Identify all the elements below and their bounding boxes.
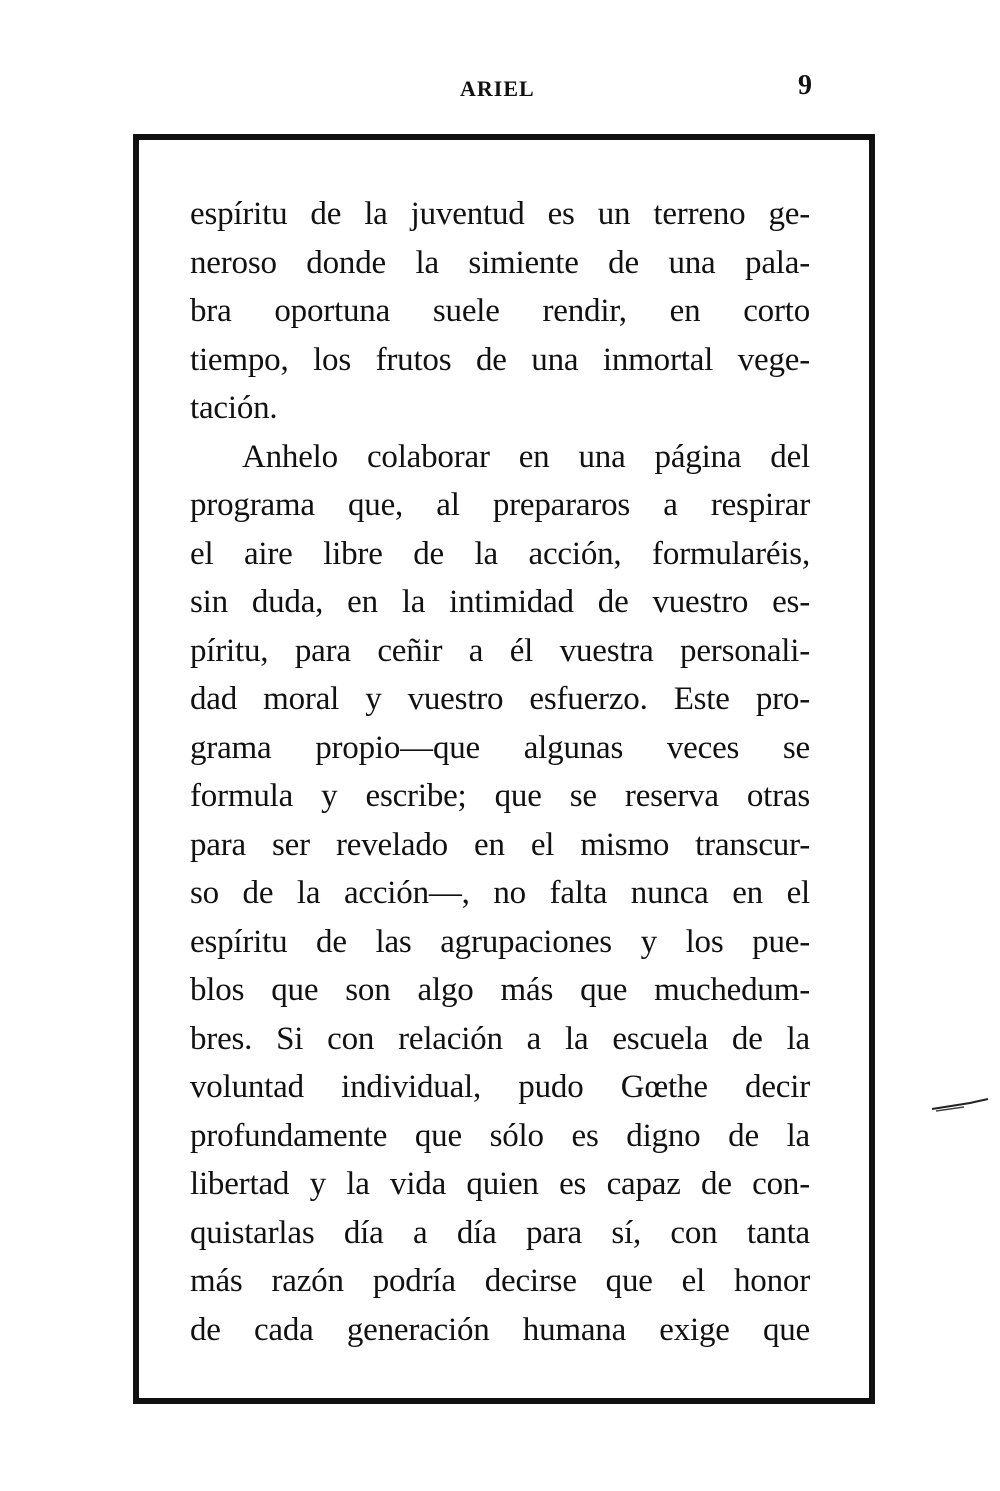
text-line: programa que, al prepararos a respirar: [190, 487, 810, 523]
pencil-mark-icon: [930, 1095, 990, 1115]
text-line: espíritu de las agrupaciones y los pue-: [190, 923, 810, 960]
text-line: neroso donde la simiente de una pala-: [190, 244, 810, 281]
text-line: quistarlas día a día para sí, con tanta: [190, 1214, 810, 1251]
text-line: tación.: [190, 390, 278, 426]
text-line: píritu, para ceñir a él vuestra personali-: [190, 632, 810, 669]
text-line: Anhelo colaborar en una página del: [242, 438, 810, 475]
text-line: de cada generación humana exige que: [190, 1311, 810, 1348]
text-line: para ser revelado en el mismo transcur-: [190, 826, 810, 863]
text-line: profundamente que sólo es digno de la: [190, 1117, 810, 1154]
text-line: libertad y la vida quien es capaz de con-: [190, 1166, 810, 1202]
text-line: más razón podría decirse que el honor: [190, 1263, 810, 1299]
body-text: [190, 190, 810, 1354]
text-line: so de la acción—, no falta nunca en el: [190, 875, 810, 911]
text-line: grama propio—que algunas veces se: [190, 729, 810, 766]
running-title: ARIEL: [460, 76, 535, 101]
text-line: espíritu de la juventud es un terreno ge-: [190, 196, 810, 232]
text-line: dad moral y vuestro esfuerzo. Este pro-: [190, 681, 810, 717]
running-head: [130, 68, 820, 108]
text-line: bres. Si con relación a la escuela de la: [190, 1020, 810, 1057]
text-line: el aire libre de la acción, formularéis,: [190, 535, 810, 572]
text-line: tiempo, los frutos de una inmortal vege-: [190, 341, 810, 378]
text-line: bra oportuna suele rendir, en corto: [190, 293, 810, 329]
text-line: formula y escribe; que se reserva otras: [190, 778, 810, 814]
page-number: 9: [798, 70, 812, 101]
text-line: blos que son algo más que muchedum-: [190, 972, 810, 1008]
text-line: voluntad individual, pudo Gœthe decir: [190, 1069, 810, 1105]
text-line: sin duda, en la intimidad de vuestro es-: [190, 584, 810, 620]
